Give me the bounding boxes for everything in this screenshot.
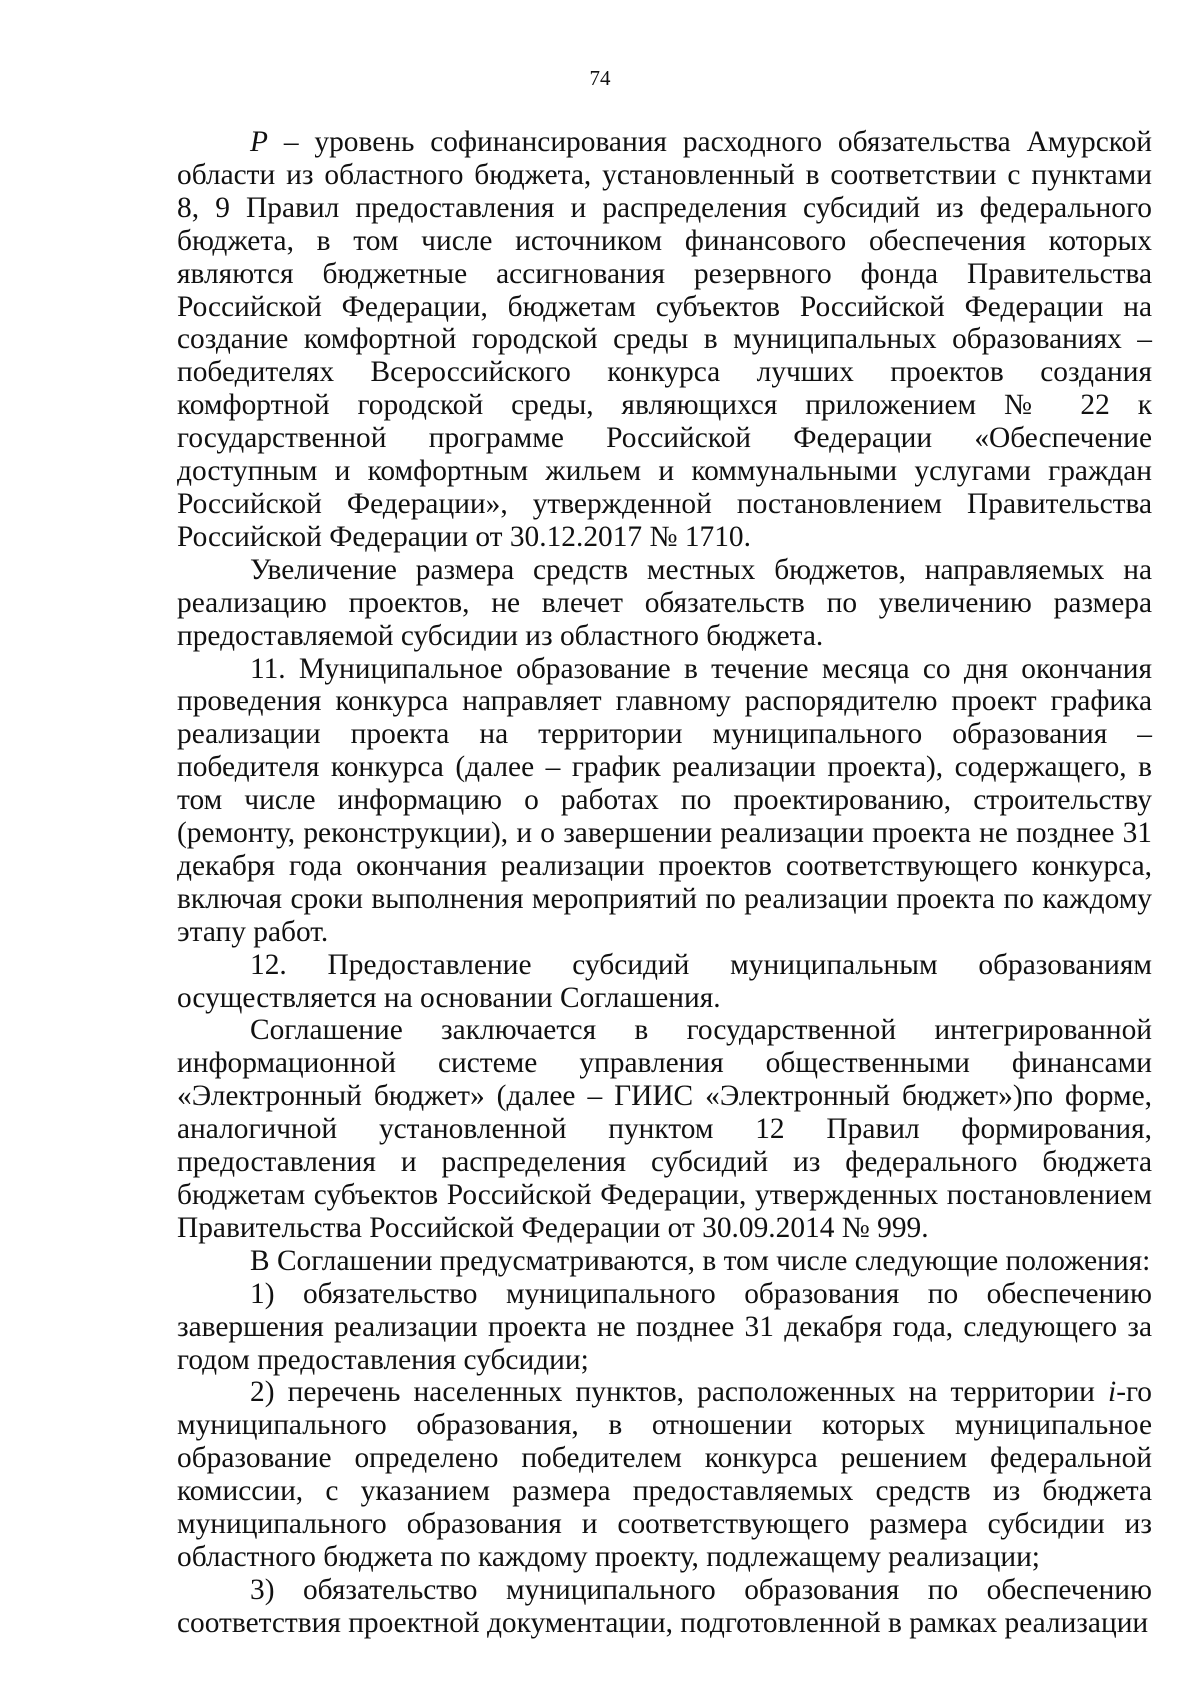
paragraph-agreement-provisions: В Соглашении предусматриваются, в том числе следующие положения: xyxy=(250,1244,1151,1277)
document-body xyxy=(177,126,1152,1640)
paragraph-text: 2) перечень населенных пунктов, расположенных на территории xyxy=(250,1376,1109,1409)
paragraph-clause-11: 11. Муниципальное образование в течение месяца со дня окончания проведения конкурса направляет главному распорядителю проект графика реализации проекта на территории муниципального образования – победителя конкурса (далее – график реализации проекта), содержащего, в том числе информацию о работах по проектированию, строительству (ремонту, реконструкции), и о завершении реализации проекта не позднее 31 декабря года окончания реализации проектов соответствующего конкурса, включая сроки выполнения мероприятий по реализации проекта по каждому этапу работ. xyxy=(177,652,1152,948)
paragraph-local-budget-increase: Увеличение размера средств местных бюджетов, направляемых на реализацию проектов, не влечет обязательств по увеличению размера предоставляемой субсидии из областного бюджета. xyxy=(177,553,1152,652)
variable-i: i xyxy=(1108,1376,1117,1409)
variable-p: P xyxy=(250,126,268,158)
paragraph-clause-12: 12. Предоставление субсидий муниципальным образованиям осуществляется на основании Соглашения. xyxy=(177,948,1152,1014)
paragraph-definition-p xyxy=(177,126,1152,554)
paragraph-item-2 xyxy=(177,1376,1152,1573)
paragraph-item-3: 3) обязательство муниципального образования по обеспечению соответствия проектной документации, подготовленной в рамках реализации xyxy=(177,1573,1152,1639)
paragraph-text-continued: -го муниципального образования, в отношении которых муниципальное образование определено победителем конкурса решением федеральной комиссии, с указанием размера предоставляемых средств из бюджета муниципального образования и соответствующего размера субсидии из областного бюджета по каждому проекту, подлежащему реализации; xyxy=(177,1376,1152,1573)
paragraph-text: – уровень софинансирования расходного обязательства Амурской области из областного бюджета, установленный в соответствии с пунктами 8, 9 Правил предоставления и распределения субсидий из федерального бюджета, в том числе источником финансового обеспечения которых являются бюджетные ассигнования резервного фонда Правительства Российской Федерации, бюджетам субъектов Российской Федерации на создание комфортной городской среды в муниципальных образованиях – победителях Всероссийского конкурса лучших проектов создания комфортной городской среды, являющихся приложением № 22 к государственной программе Российской Федерации «Обеспечение доступным и комфортным жильем и коммунальными услугами граждан Российской Федерации», утвержденной постановлением Правительства Российской Федерации от 30.12.2017 № 1710. xyxy=(177,126,1152,553)
paragraph-agreement: Соглашение заключается в государственной интегрированной информационной системе управления общественными финансами «Электронный бюджет» (далее – ГИИС «Электронный бюджет»)по форме, аналогичной установленной пунктом 12 Правил формирования, предоставления и распределения субсидий из федерального бюджета бюджетам субъектов Российской Федерации, утвержденных постановлением Правительства Российской Федерации от 30.09.2014 № 999. xyxy=(177,1014,1152,1244)
page-number: 74 xyxy=(589,66,611,90)
paragraph-item-1: 1) обязательство муниципального образования по обеспечению завершения реализации проекта не позднее 31 декабря года, следующего за годом предоставления субсидии; xyxy=(177,1277,1152,1376)
